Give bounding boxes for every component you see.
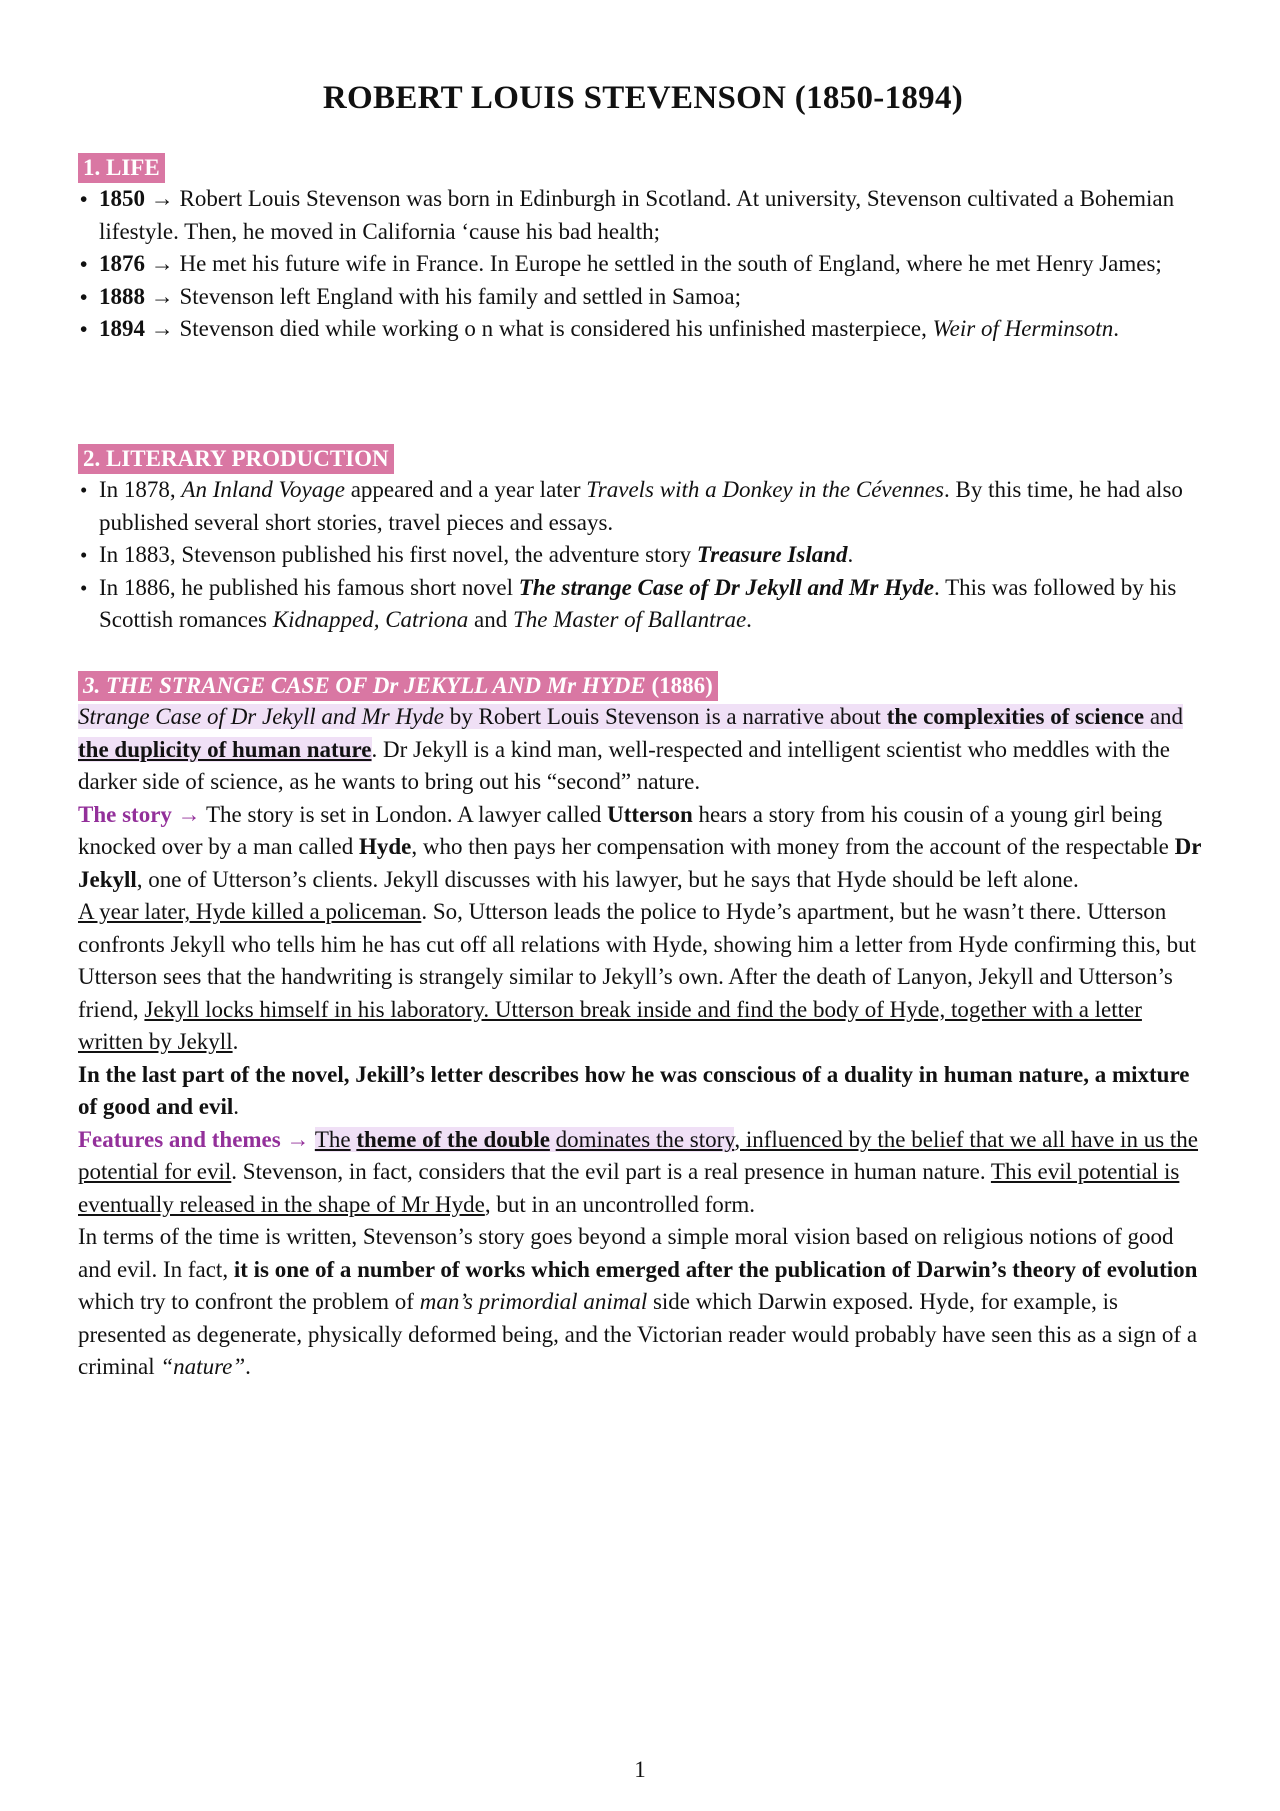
life-year: 1850	[99, 186, 145, 211]
life-list	[78, 183, 1208, 346]
work-title: Weir of Herminsotn	[932, 316, 1114, 341]
life-year: 1888	[99, 283, 145, 309]
work-title: Kidnapped, Catriona	[272, 607, 469, 632]
work-title: Treasure Island	[696, 542, 848, 567]
life-item	[78, 281, 1208, 314]
story-paragraph: The story → The story is set in London. A lawyer called Utterson hears a story from his cousin of a young girl being knocked over by a man called Hyde, who then pays her compensation with money from the account of the respectable Dr Jekyll, one of Utterson’s clients. Jekyll discusses with his lawyer, but he says that Hyde should be left alone.	[78, 801, 1202, 892]
arrow: →	[145, 186, 180, 211]
arrow: →	[145, 316, 180, 341]
life-item	[78, 313, 1208, 346]
features-label: Features and themes →	[78, 1126, 310, 1152]
production-item: • In 1878, An Inland Voyage appeared and a year later Travels with a Donkey in the Cévennes. By this time, he had also published several short stories, travel pieces and essays.	[78, 474, 1208, 539]
section-jekyll-hyde	[78, 671, 1208, 1384]
features-paragraph: Features and themes → The theme of the double dominates the story, influenced by the belief that we all have in us the potential for evil. Stevenson, in fact, considers that the evil part is a real presence in human nature. This evil potential is eventually released in the shape of Mr Hyde, but in an uncontrolled form.	[78, 1126, 1199, 1217]
context-paragraph: In terms of the time is written, Stevenson’s story goes beyond a simple moral vision based on religious notions of good and evil. In fact, it is one of a number of works which emerged after the publication of Darwin’s theory of evolution which try to confront the problem of man’s primordial animal side which Darwin exposed. Hyde, for example, is presented as degenerate, physically deformed being, and the Victorian reader would probably have seen this as a sign of a criminal “nature”.	[78, 1224, 1198, 1379]
plot-paragraph: A year later, Hyde killed a policeman. So, Utterson leads the police to Hyde’s apartment, but he wasn’t there. Utterson confronts Jekyll who tells him he has cut off all relations with Hyde, showing him a letter from Hyde confirming this, but Utterson sees that the handwriting is strangely similar to Jekyll’s own. After the death of Lanyon, Jekyll and Utterson’s friend, Jekyll locks himself in his laboratory. Utterson break inside and find the body of Hyde, together with a letter written by Jekyll.	[78, 899, 1197, 1054]
intro-paragraph: Strange Case of Dr Jekyll and Mr Hyde by Robert Louis Stevenson is a narrative about the complexities of science and the duplicity of human nature. Dr Jekyll is a kind man, well-respected and intelligent scientist who meddles with the darker side of science, as he wants to bring out his “second” nature.	[78, 704, 1184, 794]
life-text: Stevenson left England with his family and settled in Samoa;	[179, 283, 741, 309]
arrow: →	[145, 283, 180, 309]
page-number: 1	[634, 1757, 646, 1782]
life-year: 1894	[99, 316, 145, 341]
section-heading-jekyll: 3. THE STRANGE CASE OF Dr JEKYLL AND Mr HYDE (1886)	[78, 671, 718, 701]
life-item	[78, 183, 1208, 248]
section-heading-production: 2. LITERARY PRODUCTION	[78, 444, 394, 474]
life-item	[78, 248, 1208, 281]
production-item: • In 1886, he published his famous short novel The strange Case of Dr Jekyll and Mr Hyde. This was followed by his Scottish romances Kidnapped, Catriona and The Master of Ballantrae.	[78, 572, 1208, 637]
section-heading-life: 1. LIFE	[78, 153, 165, 183]
conclusion-paragraph: In the last part of the novel, Jekill’s letter describes how he was conscious of a duality in human nature, a mixture of good and evil.	[78, 1061, 1190, 1119]
work-title: The strange Case of Dr Jekyll and Mr Hyde	[518, 574, 934, 600]
page-title: ROBERT LOUIS STEVENSON (1850-1894)	[322, 80, 964, 116]
punctuation: .	[1113, 316, 1119, 341]
life-text: Stevenson died while working o n what is considered his unfinished masterpiece,	[179, 316, 933, 341]
life-text: Robert Louis Stevenson was born in Edinburgh in Scotland. At university, Stevenson cultivated a Bohemian lifestyle. Then, he moved in California ‘cause his bad health;	[99, 186, 1175, 244]
story-label: The story →	[78, 801, 201, 827]
work-title: The Master of Ballantrae	[512, 607, 747, 632]
production-list	[78, 474, 1208, 637]
arrow: →	[145, 251, 180, 276]
section-life	[78, 153, 1208, 346]
work-title: Travels with a Donkey in the Cévennes	[586, 477, 944, 502]
life-year: 1876	[99, 251, 145, 276]
work-title: An Inland Voyage	[181, 477, 345, 502]
production-item: • In 1883, Stevenson published his first novel, the adventure story Treasure Island.	[78, 539, 1208, 572]
life-text: He met his future wife in France. In Europe he settled in the south of England, where he met Henry James;	[179, 251, 1162, 276]
section-literary-production	[78, 444, 1208, 637]
